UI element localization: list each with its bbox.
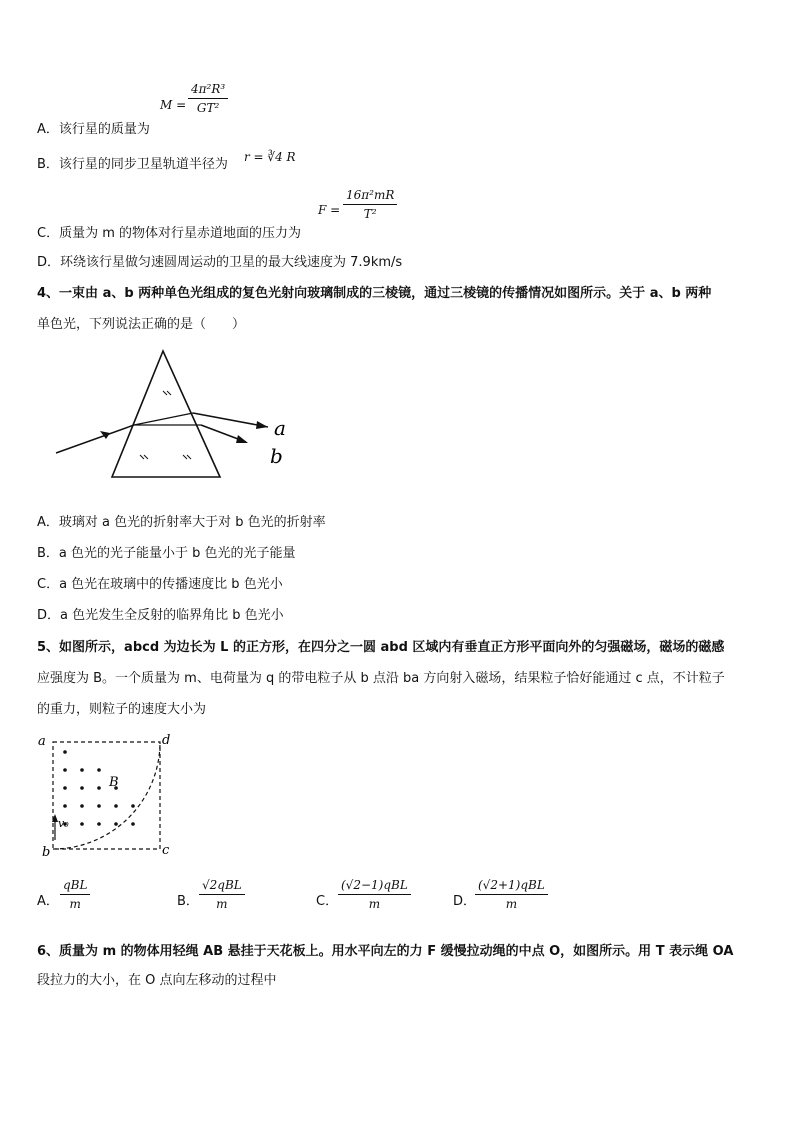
question-5-line2: 应强度为 B。一个质量为 m、电荷量为 q 的带电粒子从 b 点沿 ba 方向射入磁场，结果粒子恰好能通过 c 点，不计粒子 <box>37 671 725 686</box>
field-dot <box>114 804 118 808</box>
ray-a-arrow <box>256 421 268 429</box>
option-5d-num: (√2+1)qBL <box>478 878 545 892</box>
option-3b: B．该行星的同步卫星轨道半径为 <box>37 157 228 172</box>
formula-lhs-3c: F = <box>318 203 341 217</box>
option-3a: A．该行星的质量为 <box>37 122 150 137</box>
option-5a-num: qBL <box>63 878 88 892</box>
formula-3a-num: 4π²R³ <box>191 82 226 96</box>
option-5a-formula <box>60 878 90 911</box>
label-b: b <box>42 845 51 858</box>
field-dot <box>63 786 67 790</box>
field-dot <box>80 804 84 808</box>
option-5b-den: m <box>216 897 228 911</box>
field-dot <box>131 822 135 826</box>
option-4c: C．a 色光在玻璃中的传播速度比 b 色光小 <box>37 577 283 592</box>
option-5c-formula <box>338 878 411 911</box>
ray-b-arrow <box>236 435 248 443</box>
formula-3c-num: 16π²mR <box>346 188 395 202</box>
formula-3c-den: T² <box>363 207 377 221</box>
option-4b: B．a 色光的光子能量小于 b 色光的光子能量 <box>37 546 296 561</box>
quarter-circle-arc <box>53 742 160 849</box>
square-abcd <box>53 742 160 849</box>
option-5b-num: √2qBL <box>202 878 242 892</box>
fraction-bar <box>60 894 90 895</box>
fraction-bar <box>338 894 411 895</box>
field-dot <box>97 804 101 808</box>
field-dot <box>63 750 67 754</box>
question-6-line1: 6、质量为 m 的物体用轻绳 AB 悬挂于天花板上。用水平向左的力 F 缓慢拉动绳的中点 O，如图所示。用 T 表示绳 OA <box>37 944 734 959</box>
fraction-bar <box>343 204 397 205</box>
ray-a-inside <box>134 413 193 425</box>
label-b: b <box>270 444 283 468</box>
field-dot <box>63 804 67 808</box>
option-5d-den: m <box>505 897 518 911</box>
option-5b-label: B． <box>177 894 199 909</box>
option-5b-formula <box>199 878 245 911</box>
field-dot <box>97 822 101 826</box>
field-dots <box>63 750 135 826</box>
question-6-line2: 段拉力的大小，在 O 点向左移动的过程中 <box>37 973 277 988</box>
option-4a: A．玻璃对 a 色光的折射率大于对 b 色光的折射率 <box>37 515 326 530</box>
label-v0: v₀ <box>58 817 69 830</box>
prism-triangle <box>112 351 220 477</box>
field-dot <box>114 822 118 826</box>
option-5a-label: A． <box>37 894 59 909</box>
option-5d-label: D． <box>453 894 477 909</box>
field-dot <box>97 786 101 790</box>
label-field-B: B <box>109 775 119 790</box>
field-dot <box>80 822 84 826</box>
field-dot <box>131 804 135 808</box>
option-5a-den: m <box>69 897 81 911</box>
magnetic-field-figure <box>36 730 176 858</box>
question-5-line3: 的重力，则粒子的速度大小为 <box>37 702 207 717</box>
question-4-line1: 4、一束由 a、b 两种单色光组成的复色光射向玻璃制成的三棱镜，通过三棱镜的传播情况如图所示。关于 a、b 两种 <box>37 286 712 301</box>
option-3d: D．环绕该行星做匀速圆周运动的卫星的最大线速度为 7.9km/s <box>37 255 403 270</box>
formula-3c <box>343 188 397 221</box>
option-5d-formula <box>475 878 548 911</box>
option-3c: C．质量为 m 的物体对行星赤道地面的压力为 <box>37 226 302 241</box>
label-c: c <box>162 843 170 858</box>
formula-3a-den: GT² <box>196 101 220 115</box>
fraction-bar <box>188 98 228 99</box>
question-5-line1: 5、如图所示，abcd 为边长为 L 的正方形，在四分之一圆 abd 区域内有垂直正方形平面向外的匀强磁场，磁场的磁感 <box>37 640 725 655</box>
label-a: a <box>38 734 46 749</box>
fraction-bar <box>475 894 548 895</box>
option-5c-den: m <box>368 897 381 911</box>
prism-figure <box>50 345 300 480</box>
formula-3b: r = ∛4 R <box>244 150 296 164</box>
fraction-bar <box>199 894 245 895</box>
formula-3a <box>188 82 228 115</box>
label-d: d <box>162 733 171 748</box>
incident-ray <box>56 425 134 453</box>
option-5c-label: C． <box>316 894 339 909</box>
field-dot <box>63 768 67 772</box>
field-dot <box>80 786 84 790</box>
option-5c-num: (√2−1)qBL <box>341 878 408 892</box>
field-dot <box>97 768 101 772</box>
label-a: a <box>274 416 286 440</box>
field-dot <box>80 768 84 772</box>
incident-arrow <box>100 431 110 439</box>
option-4d: D．a 色光发生全反射的临界角比 b 色光小 <box>37 608 284 623</box>
formula-lhs-3a: M = <box>160 98 187 112</box>
question-4-line2: 单色光，下列说法正确的是（ ） <box>37 317 246 332</box>
